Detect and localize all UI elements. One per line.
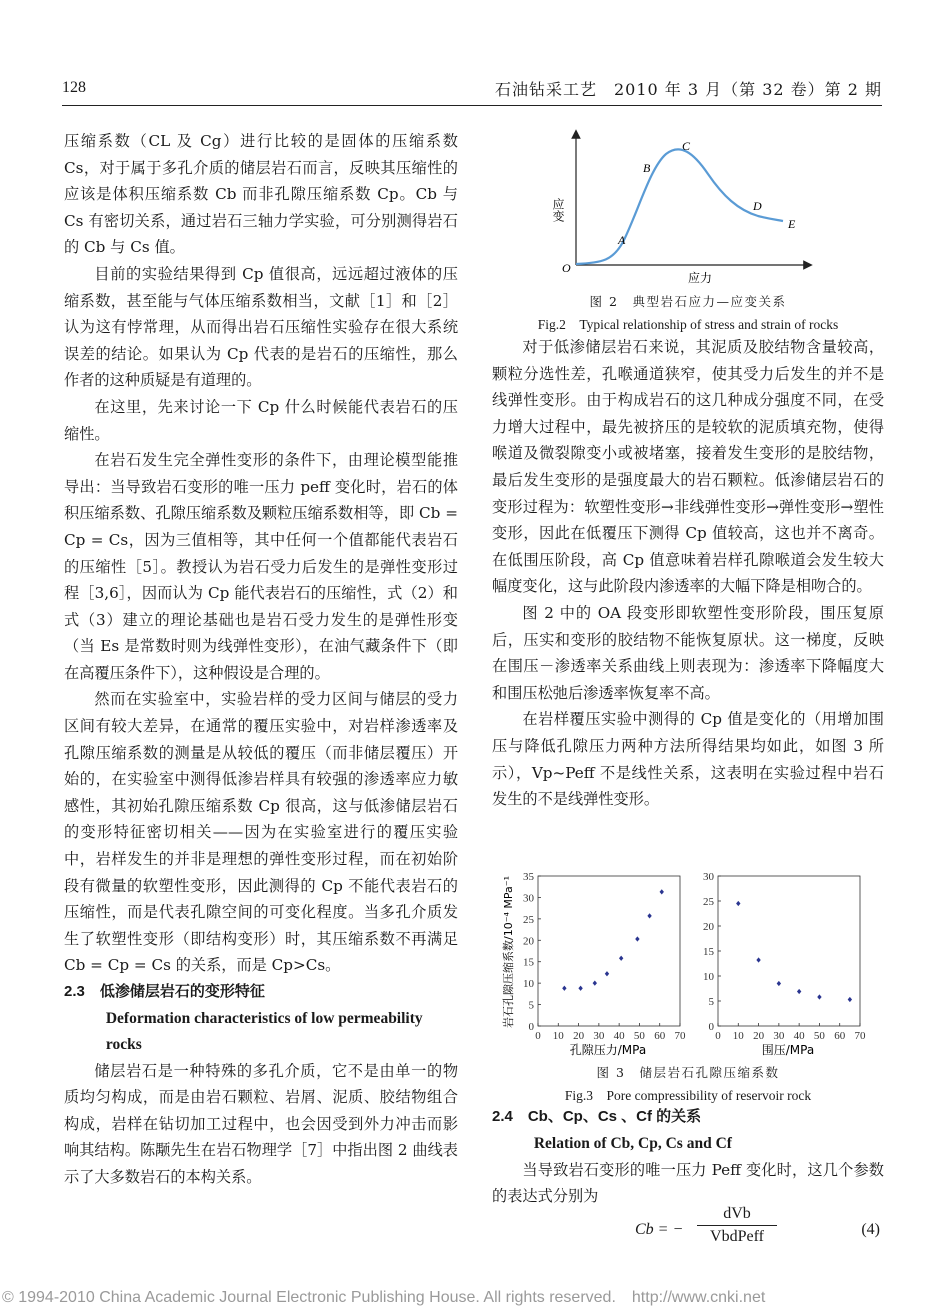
section-2-3-heading-en-line1: Deformation characteristics of low permeability bbox=[105, 1009, 423, 1027]
fig3-right-ytick-label: 25 bbox=[703, 896, 714, 908]
fig2-curve bbox=[576, 149, 783, 264]
left-paragraph-1: 压缩系数（CL 及 Cg）进行比较的是固体的压缩系数 Cs，对于属于多孔介质的储层岩石而言，反映其压缩性的应该是体积压缩系数 Cb 而非孔隙压缩系数 Cp。Cb 与 Cs 有密切关系，通过岩石三轴力学实验，可分别测得岩石的 Cb 与 Cs 值。 bbox=[64, 132, 458, 257]
figure-3-caption-cn: 图 3 储层岩石孔隙压缩系数 bbox=[596, 1065, 780, 1080]
fig3-right-ytick-label: 10 bbox=[703, 971, 714, 983]
section-2-4-heading: 2.4 Cb、Cp、Cs 、Cf 的关系 bbox=[492, 1108, 702, 1125]
fig3-left-ytick-label: 15 bbox=[523, 956, 534, 969]
fig3-right-xtick-label: 70 bbox=[854, 1030, 866, 1042]
fig3-left-ytick-label: 35 bbox=[523, 871, 534, 883]
figure-3-pore-compressibility bbox=[498, 868, 890, 1058]
fig3-right-data-point bbox=[848, 997, 852, 1002]
fig3-right-data-point bbox=[736, 901, 740, 906]
figure-2-caption-cn: 图 2 典型岩石应力—应变关系 bbox=[589, 294, 787, 309]
fig3-right-ytick-label: 30 bbox=[703, 871, 714, 883]
fig3-left-data-point bbox=[619, 956, 623, 961]
fig3-left-xtick-label: 50 bbox=[633, 1030, 645, 1042]
fig2-origin-label: O bbox=[562, 261, 571, 275]
journal-running-title: 石油钻采工艺 2010 年 3 月（第 32 卷）第 2 期 bbox=[494, 80, 882, 99]
left-paragraph-4: 在岩石发生完全弹性变形的条件下，由理论模型能推导出：当导致岩石变形的唯一压力 peff 变化时，岩石的体积压缩系数、孔隙压缩系数及颗粒压缩系数相等，即 Cb = Cp = Cs，因为三值相等，其中任何一个值都能代表岩石的压缩性［5］。教授认为岩石受力后发生的是弹性变形过程［3,6］，因而认为 Cp 能代表岩石的压缩性，式（2）和式（3）建立的理论基础也是岩石受力发生的是弹性形变（当 Es 是常数时则为线弹性变形），在油气藏条件下（即在高覆压条件下），这种假设是合理的。 bbox=[64, 451, 458, 682]
left-paragraph-3: 在这里，先来讨论一下 Cp 什么时候能代表岩石的压缩性。 bbox=[64, 397, 458, 443]
fig2-point-e: E bbox=[788, 217, 796, 231]
fig3-right-xtick-label: 60 bbox=[834, 1030, 846, 1042]
fig3-right-xtick-label: 10 bbox=[732, 1030, 744, 1042]
equation-4 bbox=[492, 1205, 884, 1265]
fig3-right-x-label: 围压/MPa bbox=[761, 1043, 815, 1057]
fig3-left-xtick-label: 60 bbox=[654, 1030, 666, 1042]
left-column bbox=[64, 128, 458, 1191]
right-paragraph-2: 图 2 中的 OA 段变形即软塑性变形阶段，围压复原后，压实和变形的胶结物不能恢复原状。这一梯度，反映在围压－渗透率关系曲线上则表现为：渗透率下降幅度大和围压松弛后渗透率恢复率不高。 bbox=[492, 603, 884, 702]
right-column-upper bbox=[492, 334, 884, 813]
fig3-right-xtick-label: 50 bbox=[813, 1030, 825, 1042]
fig2-x-label: 应力 bbox=[688, 271, 713, 285]
fig3-left-data-point bbox=[647, 913, 651, 918]
section-2-3-heading-en-line2: rocks bbox=[105, 1035, 142, 1053]
copyright-footer: © 1994-2010 China Academic Journal Electronic Publishing House. All rights reserved. http://www.cnki.net bbox=[2, 1289, 766, 1306]
figure-2-caption-en: Fig.2 Typical relationship of stress and strain of rocks bbox=[537, 317, 839, 332]
fig3-left-ytick-label: 30 bbox=[523, 892, 534, 905]
fig2-point-c: C bbox=[682, 139, 691, 153]
fig3-right-ytick-label: 5 bbox=[708, 996, 714, 1008]
right-paragraph-1: 对于低渗储层岩石来说，其泥质及胶结物含量较高，颗粒分选性差，孔喉通道狭窄，使其受力后发生的并不是线弹性变形。由于构成岩石的这几种成分强度不同，在受力增大过程中，最先被挤压的是较软的泥质填充物，使得喉道及微裂隙变小或被堵塞，接着发生变形的是胶结物，最后发生变形的是强度最大的岩石颗粒。低渗储层岩石的变形过程为：软塑性变形→非线弹性变形→弹性变形→塑性变形，因此在低覆压下测得 Cp 值较高，这也并不离奇。在低围压阶段，高 Cp 值意味着岩样孔隙喉道会发生较大幅度变化，这与此阶段内渗透率的大幅下降是相吻合的。 bbox=[492, 338, 884, 596]
equation-numerator: dVb bbox=[697, 1205, 777, 1226]
fig3-right-ytick-label: 15 bbox=[703, 946, 714, 958]
fig2-point-a: A bbox=[618, 233, 626, 247]
fig3-left-data-point bbox=[593, 981, 597, 986]
fig3-left-xtick-label: 70 bbox=[674, 1030, 686, 1042]
equation-fraction bbox=[697, 1205, 777, 1246]
fig3-left-data-point bbox=[578, 986, 582, 991]
fig3-right-ytick-label: 20 bbox=[703, 921, 714, 933]
fig3-right-data-point bbox=[756, 957, 760, 962]
left-paragraph-2: 目前的实验结果得到 Cp 值很高，远远超过液体的压缩系数，甚至能与气体压缩系数相当，文献［1］和［2］认为这有悖常理，从而得出岩石压缩性实验存在很大系统误差的结论。如果认为 Cp 代表的是岩石的压缩性，那么作者的这种质疑是有道理的。 bbox=[64, 264, 458, 390]
fig3-right-ytick-label: 0 bbox=[708, 1021, 714, 1033]
fig3-right-data-point bbox=[797, 989, 801, 994]
right-column-lower bbox=[492, 1104, 884, 1210]
page-number: 128 bbox=[62, 79, 86, 96]
section-2-3-heading: 2.3 低渗储层岩石的变形特征 bbox=[64, 983, 265, 1000]
left-paragraph-5: 然而在实验室中，实验岩样的受力区间与储层的受力区间有较大差异，在通常的覆压实验中，对岩样渗透率及孔隙压缩系数的测量是从较低的覆压（而非储层覆压）开始的，在实验室中测得低渗岩样具有较强的渗透率应力敏感性，其初始孔隙压缩系数 Cp 很高，这与低渗储层岩石的变形特征密切相关——因为在实验室进行的覆压实验中，岩样发生的并非是理想的弹性变形过程，而在初始阶段有微量的软塑性变形，因此测得的 Cp 不能代表岩石的压缩性，而是代表孔隙空间的可变化程度。当多孔介质发生了软塑性变形（即结构变形）时，其压缩系数不再满足 Cb = Cp = Cs 的关系，而是 Cp>Cs。 bbox=[64, 690, 458, 975]
fig3-left-y-label: 岩石孔隙压缩系数/10⁻⁴ MPa⁻¹ bbox=[502, 875, 515, 1028]
fig3-left-xtick-label: 0 bbox=[535, 1030, 541, 1042]
right-paragraph-4: 当导致岩石变形的唯一压力 Peff 变化时，这几个参数的表达式分别为 bbox=[492, 1160, 884, 1206]
fig3-left-ytick-label: 0 bbox=[528, 1021, 534, 1033]
fig3-left-xtick-label: 40 bbox=[613, 1030, 625, 1042]
section-2-4-heading-en: Relation of Cb, Cp, Cs and Cf bbox=[533, 1134, 732, 1152]
fig3-left-x-label: 孔隙压力/MPa bbox=[569, 1043, 647, 1057]
figure-3-caption-en: Fig.3 Pore compressibility of reservoir rock bbox=[564, 1088, 812, 1103]
fig3-left-ytick-label: 5 bbox=[528, 999, 534, 1012]
fig3-right-xtick-label: 30 bbox=[773, 1030, 785, 1042]
fig2-point-b: B bbox=[643, 161, 651, 175]
fig3-right-frame bbox=[718, 876, 860, 1026]
fig3-left-xtick-label: 30 bbox=[593, 1030, 605, 1042]
fig3-right-xtick-label: 20 bbox=[753, 1030, 765, 1042]
fig3-left-data-point bbox=[562, 986, 566, 991]
header-rule bbox=[62, 105, 882, 106]
right-paragraph-3: 在岩样覆压实验中测得的 Cp 值是变化的（用增加围压与降低孔隙压力两种方法所得结果均如此，如图 3 所示），Vp~Peff 不是线性关系，这表明在实验过程中岩石发生的不是线弹性变形。 bbox=[492, 710, 884, 809]
fig3-left-ytick-label: 10 bbox=[523, 978, 534, 991]
fig3-right-data-point bbox=[777, 981, 781, 986]
fig3-left-frame bbox=[538, 876, 680, 1026]
equation-lhs: Cb = − bbox=[635, 1221, 684, 1238]
fig3-right-xtick-label: 0 bbox=[715, 1030, 721, 1042]
fig3-right-xtick-label: 40 bbox=[793, 1030, 805, 1042]
fig3-left-data-point bbox=[660, 889, 664, 894]
fig3-left-xtick-label: 20 bbox=[573, 1030, 585, 1042]
figure-2-stress-strain-curve bbox=[551, 130, 818, 290]
fig2-y-label: 应变 bbox=[551, 198, 565, 222]
fig3-left-data-point bbox=[635, 936, 639, 941]
equation-denominator: VbdPeff bbox=[710, 1228, 764, 1245]
fig3-left-ytick-label: 20 bbox=[523, 935, 534, 948]
fig3-left-ytick-label: 25 bbox=[523, 913, 534, 926]
fig2-point-d: D bbox=[753, 199, 762, 213]
fig3-left-data-point bbox=[605, 971, 609, 976]
fig3-left-xtick-label: 10 bbox=[552, 1030, 564, 1042]
left-paragraph-6: 储层岩石是一种特殊的多孔介质，它不是由单一的物质均匀构成，而是由岩石颗粒、岩屑、泥质、胶结物组合构成，岩样在钻切加工过程中，也会因受到外力冲击而影响其结构。陈颙先生在岩石物理学［7］中指出图 2 曲线表示了大多数岩石的本构关系。 bbox=[64, 1061, 458, 1186]
equation-number: (4) bbox=[861, 1221, 880, 1238]
fig3-right-data-point bbox=[817, 994, 821, 999]
